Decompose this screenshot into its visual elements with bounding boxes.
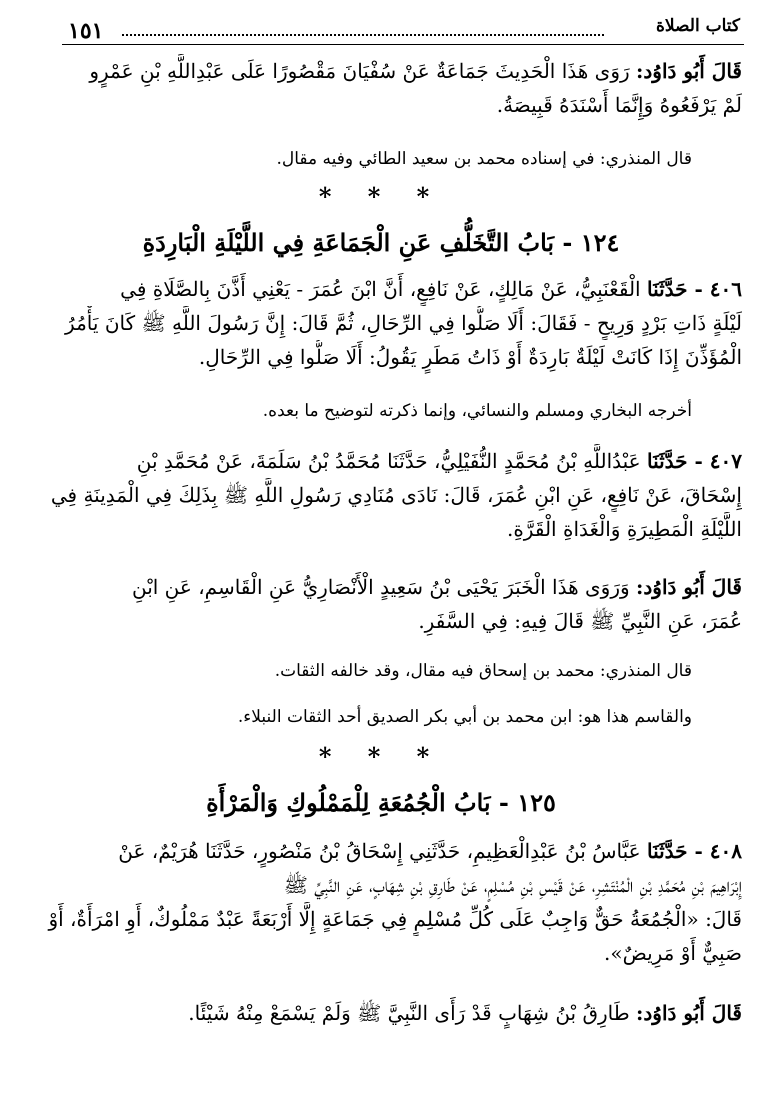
editor-note: قال المنذري: محمد بن إسحاق فيه مقال، وقد خالفه الثقات. bbox=[274, 661, 692, 681]
text-line: لَيْلَةٍ ذَاتِ بَرْدٍ وَرِيحٍ - فَقَالَ: أَلَا صَلُّوا فِي الرِّحَالِ، ثُمَّ قَالَ: إِنَّ رَسُولَ اللَّهِ ﷺ كَانَ يَأْمُرُ bbox=[65, 311, 742, 335]
speaker-label: قَالَ أَبُو دَاوُد: bbox=[636, 575, 742, 599]
text-block bbox=[40, 996, 742, 1030]
text-line: عُمَرَ، عَنِ النَّبِيِّ ﷺ قَالَ فِيهِ: فِي السَّفَرِ. bbox=[418, 609, 742, 633]
chapter-heading: ١٢٥ - بَابُ الْجُمُعَةِ لِلْمَمْلُوكِ وَالْمَرْأَةِ bbox=[206, 788, 556, 817]
text-line: قَالَ أَبُو دَاوُد: وَرَوَى هَذَا الْخَبَرَ يَحْيَى بْنُ سَعِيدٍ الْأَنْصَارِيُّ عَنِ الْقَاسِمِ، عَنِ ابْنِ bbox=[131, 575, 742, 599]
text-block bbox=[40, 54, 742, 122]
editor-note: قال المنذري: في إسناده محمد بن سعيد الطائي وفيه مقال. bbox=[276, 149, 692, 169]
text-line: قَالَ: «الْجُمُعَةُ حَقٌّ وَاجِبٌ عَلَى كُلِّ مُسْلِمٍ فِي جَمَاعَةٍ إِلَّا أَرْبَعَةً عَبْدٌ مَمْلُوكٌ، أَوِ امْرَأَةٌ، أَوْ bbox=[48, 907, 742, 931]
chapter-heading: ١٢٤ - بَابُ التَّخَلُّفِ عَنِ الْجَمَاعَةِ فِي اللَّيْلَةِ الْبَارِدَةِ bbox=[142, 228, 620, 257]
hadith-406 bbox=[40, 272, 742, 374]
header-title: كتاب الصلاة bbox=[655, 16, 740, 36]
hadith-number-label: ٤٠٨ - حَدَّثَنَا bbox=[646, 839, 742, 863]
text-line: ٤٠٨ - حَدَّثَنَا عَبَّاسُ بْنُ عَبْدِالْعَظِيمِ، حَدَّثَنِي إِسْحَاقُ بْنُ مَنْصُورٍ، حَدَّثَنَا هُرَيْمٌ، عَنْ bbox=[118, 839, 742, 863]
text-line: ٤٠٦ - حَدَّثَنَا الْقَعْنَبِيُّ، عَنْ مَالِكٍ، عَنْ نَافِعٍ، أَنَّ ابْنَ عُمَرَ - يَعْنِي أَذَّنَ بِالصَّلَاةِ فِي bbox=[120, 277, 742, 301]
text-line: قَالَ أَبُو دَاوُد: طَارِقُ بْنُ شِهَابٍ قَدْ رَأَى النَّبِيَّ ﷺ وَلَمْ يَسْمَعْ مِنْهُ شَيْئًا. bbox=[188, 1001, 742, 1025]
hadith-number-label: ٤٠٧ - حَدَّثَنَا bbox=[646, 449, 742, 473]
text-line: ٤٠٧ - حَدَّثَنَا عَبْدُاللَّهِ بْنُ مُحَمَّدٍ النُّفَيْلِيُّ، حَدَّثَنَا مُحَمَّدُ بْنُ سَلَمَةَ، عَنْ مُحَمَّدِ بْنِ bbox=[136, 449, 742, 473]
editor-note: والقاسم هذا هو: ابن محمد بن أبي بكر الصديق أحد الثقات النبلاء. bbox=[237, 707, 692, 727]
page-number: ١٥١ bbox=[68, 18, 104, 44]
hadith-number-label: ٤٠٦ - حَدَّثَنَا bbox=[646, 277, 742, 301]
section-separator: * * * bbox=[318, 742, 444, 771]
section-separator: * * * bbox=[318, 182, 444, 211]
editor-note: أخرجه البخاري ومسلم والنسائي، وإنما ذكرته لتوضيح ما بعده. bbox=[262, 401, 692, 421]
text-line: الْمُؤَذِّنَ إِذَا كَانَتْ لَيْلَةٌ بَارِدَةٌ أَوْ ذَاتُ مَطَرٍ يَقُولُ: أَلَا صَلُّوا فِي الرِّحَالِ. bbox=[198, 345, 742, 369]
text-line: صَبِيٌّ أَوْ مَرِيضٌ». bbox=[603, 941, 742, 965]
text-line: لَمْ يَرْفَعُوهُ وَإِنَّمَا أَسْنَدَهُ قَبِيصَةُ. bbox=[496, 93, 742, 117]
text-line: إِبْرَاهِيمَ بْنِ مُحَمَّدِ بْنِ الْمُنْتَشِرِ، عَنْ قَيْسِ بْنِ مُسْلِمٍ، عَنْ طَارِقِ بْنِ شِهَابٍ، عَنِ النَّبِيِّ ﷺ bbox=[283, 873, 742, 897]
text-line: إِسْحَاقَ، عَنْ نَافِعٍ، عَنِ ابْنِ عُمَرَ، قَالَ: نَادَى مُنَادِي رَسُولِ اللَّهِ ﷺ بِذَلِكَ فِي الْمَدِينَةِ فِي bbox=[50, 483, 742, 507]
text-block bbox=[40, 570, 742, 638]
speaker-label: قَالَ أَبُو دَاوُد: bbox=[636, 59, 742, 83]
text-line: قَالَ أَبُو دَاوُد: رَوَى هَذَا الْحَدِيثَ جَمَاعَةٌ عَنْ سُفْيَانَ مَقْصُورًا عَلَى عَبْدِاللَّهِ بْنِ عَمْرٍو bbox=[89, 59, 742, 83]
speaker-label: قَالَ أَبُو دَاوُد: bbox=[636, 1001, 742, 1025]
text-line: اللَّيْلَةِ الْمَطِيرَةِ وَالْغَدَاةِ الْقَرَّةِ. bbox=[506, 517, 742, 541]
hadith-407 bbox=[40, 444, 742, 546]
running-header bbox=[62, 14, 744, 45]
header-dot-leader bbox=[122, 34, 604, 36]
hadith-408 bbox=[40, 834, 742, 970]
